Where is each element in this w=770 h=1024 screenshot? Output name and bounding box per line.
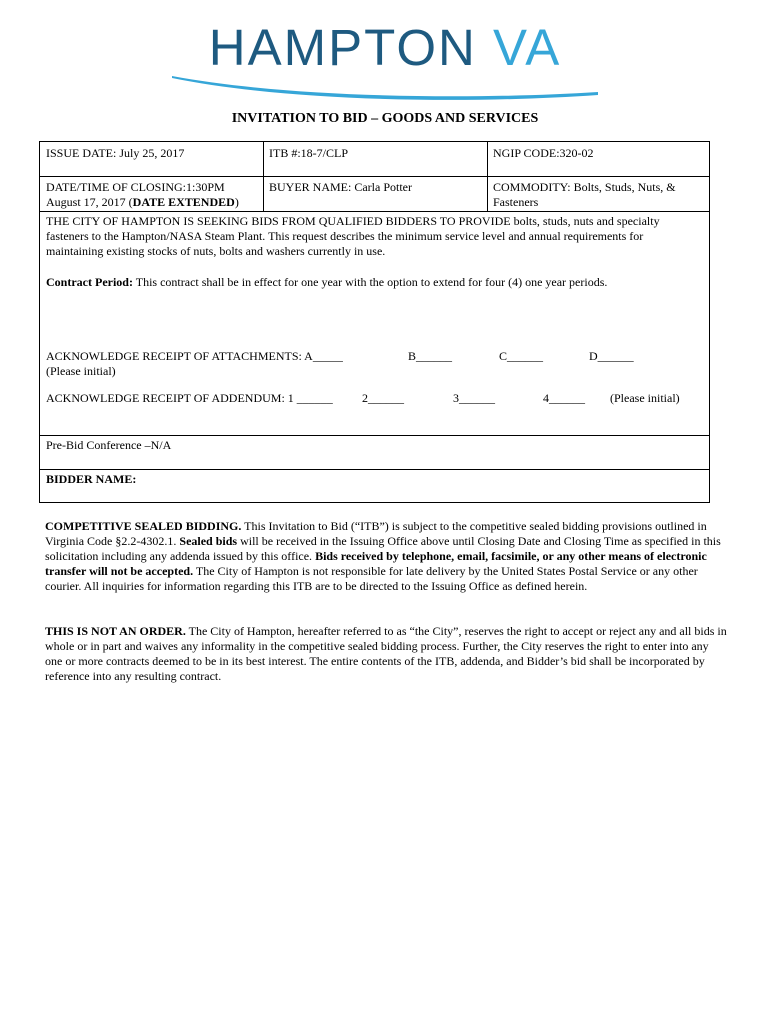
logo-hampton-text: HAMPTON [208,19,477,76]
logo-va-text: VA [493,19,562,76]
table-divider [487,142,488,211]
itb-number: ITB #:18-7/CLP [269,146,349,160]
table-divider [40,211,709,212]
date-extended-label: DATE EXTENDED [132,195,235,209]
acknowledge-attachments-label: ACKNOWLEDGE RECEIPT OF ATTACHMENTS: A_____ [46,349,343,363]
scope-text: THE CITY OF HAMPTON IS SEEKING BIDS FROM QUALIFIED BIDDERS TO PROVIDE bolts, studs, nuts and specialty fasteners to the Hampton/NASA Steam Plant. This request describes the minimum service level and annual requirements for maintaining existing stocks of nuts, bolts and washers currently in use. [46,214,660,258]
attachment-c-field[interactable]: C______ [499,349,544,363]
acknowledge-addendum-label: ACKNOWLEDGE RECEIPT OF ADDENDUM: 1 ______ [46,391,333,405]
attachment-d-field[interactable]: D______ [589,349,634,363]
logo-wordmark [170,20,600,76]
document-title: INVITATION TO BID – GOODS AND SERVICES [231,111,539,126]
not-an-order-paragraph: THIS IS NOT AN ORDER. The City of Hampton, hereafter referred to as “the City”, reserves the right to accept or reject any and all bids in whole or in part and waives any informality in the competitive sealed bidding process. Further, the City reserves the right to enter into any one or more contracts deemed to be in its best interest. The entire contents of the ITB, addenda, and Bidder’s bid shall be incorporated by reference into any resulting contract. [45,624,727,683]
not-an-order-heading: THIS IS NOT AN ORDER. [45,624,186,638]
ngip-code: NGIP CODE:320-02 [493,146,594,160]
closing-time: DATE/TIME OF CLOSING:1:30PM [46,180,225,194]
issue-date: ISSUE DATE: July 25, 2017 [46,146,185,160]
table-divider [40,176,709,177]
addendum-2-field[interactable]: 2______ [362,391,404,405]
contract-period: Contract Period: This contract shall be in effect for one year with the option to extend for four (4) one year periods. [46,275,608,289]
commodity: COMMODITY: Bolts, Studs, Nuts, & Fasteners [493,180,676,209]
competitive-bidding-heading: COMPETITIVE SEALED BIDDING. [45,519,242,533]
attachment-b-field[interactable]: B______ [408,349,453,363]
closing-date: August 17, 2017 (DATE EXTENDED) [46,195,239,209]
table-divider [263,142,264,211]
please-initial-note: (Please initial) [46,364,116,378]
table-divider [40,435,709,436]
addendum-3-field[interactable]: 3______ [453,391,495,405]
prebid-conference: Pre-Bid Conference –N/A [46,438,172,452]
logo-swoosh-icon [170,72,600,102]
addendum-4-field[interactable]: 4______ [543,391,585,405]
buyer-name: BUYER NAME: Carla Potter [269,180,412,194]
addendum-please-initial: (Please initial) [610,391,680,405]
hampton-va-logo [170,20,600,100]
bidder-name-label: BIDDER NAME: [46,472,137,486]
closing-info [46,180,239,210]
competitive-bidding-paragraph: COMPETITIVE SEALED BIDDING. This Invitation to Bid (“ITB”) is subject to the competitive sealed bidding provisions outlined in Virginia Code §2.2-4302.1. Sealed bids will be received in the Issuing Office above until Closing Date and Closing Time as specified in this solicitation including any addenda issued by this office. Bids received by telephone, email, facsimile, or any other means of electronic transfer will not be accepted. The City of Hampton is not responsible for late delivery by the United States Postal Service or any other courier. All inquiries for information regarding this ITB are to be directed to the Issuing Office as defined herein. [45,519,721,593]
bid-info-table [39,141,710,503]
table-divider [40,469,709,470]
